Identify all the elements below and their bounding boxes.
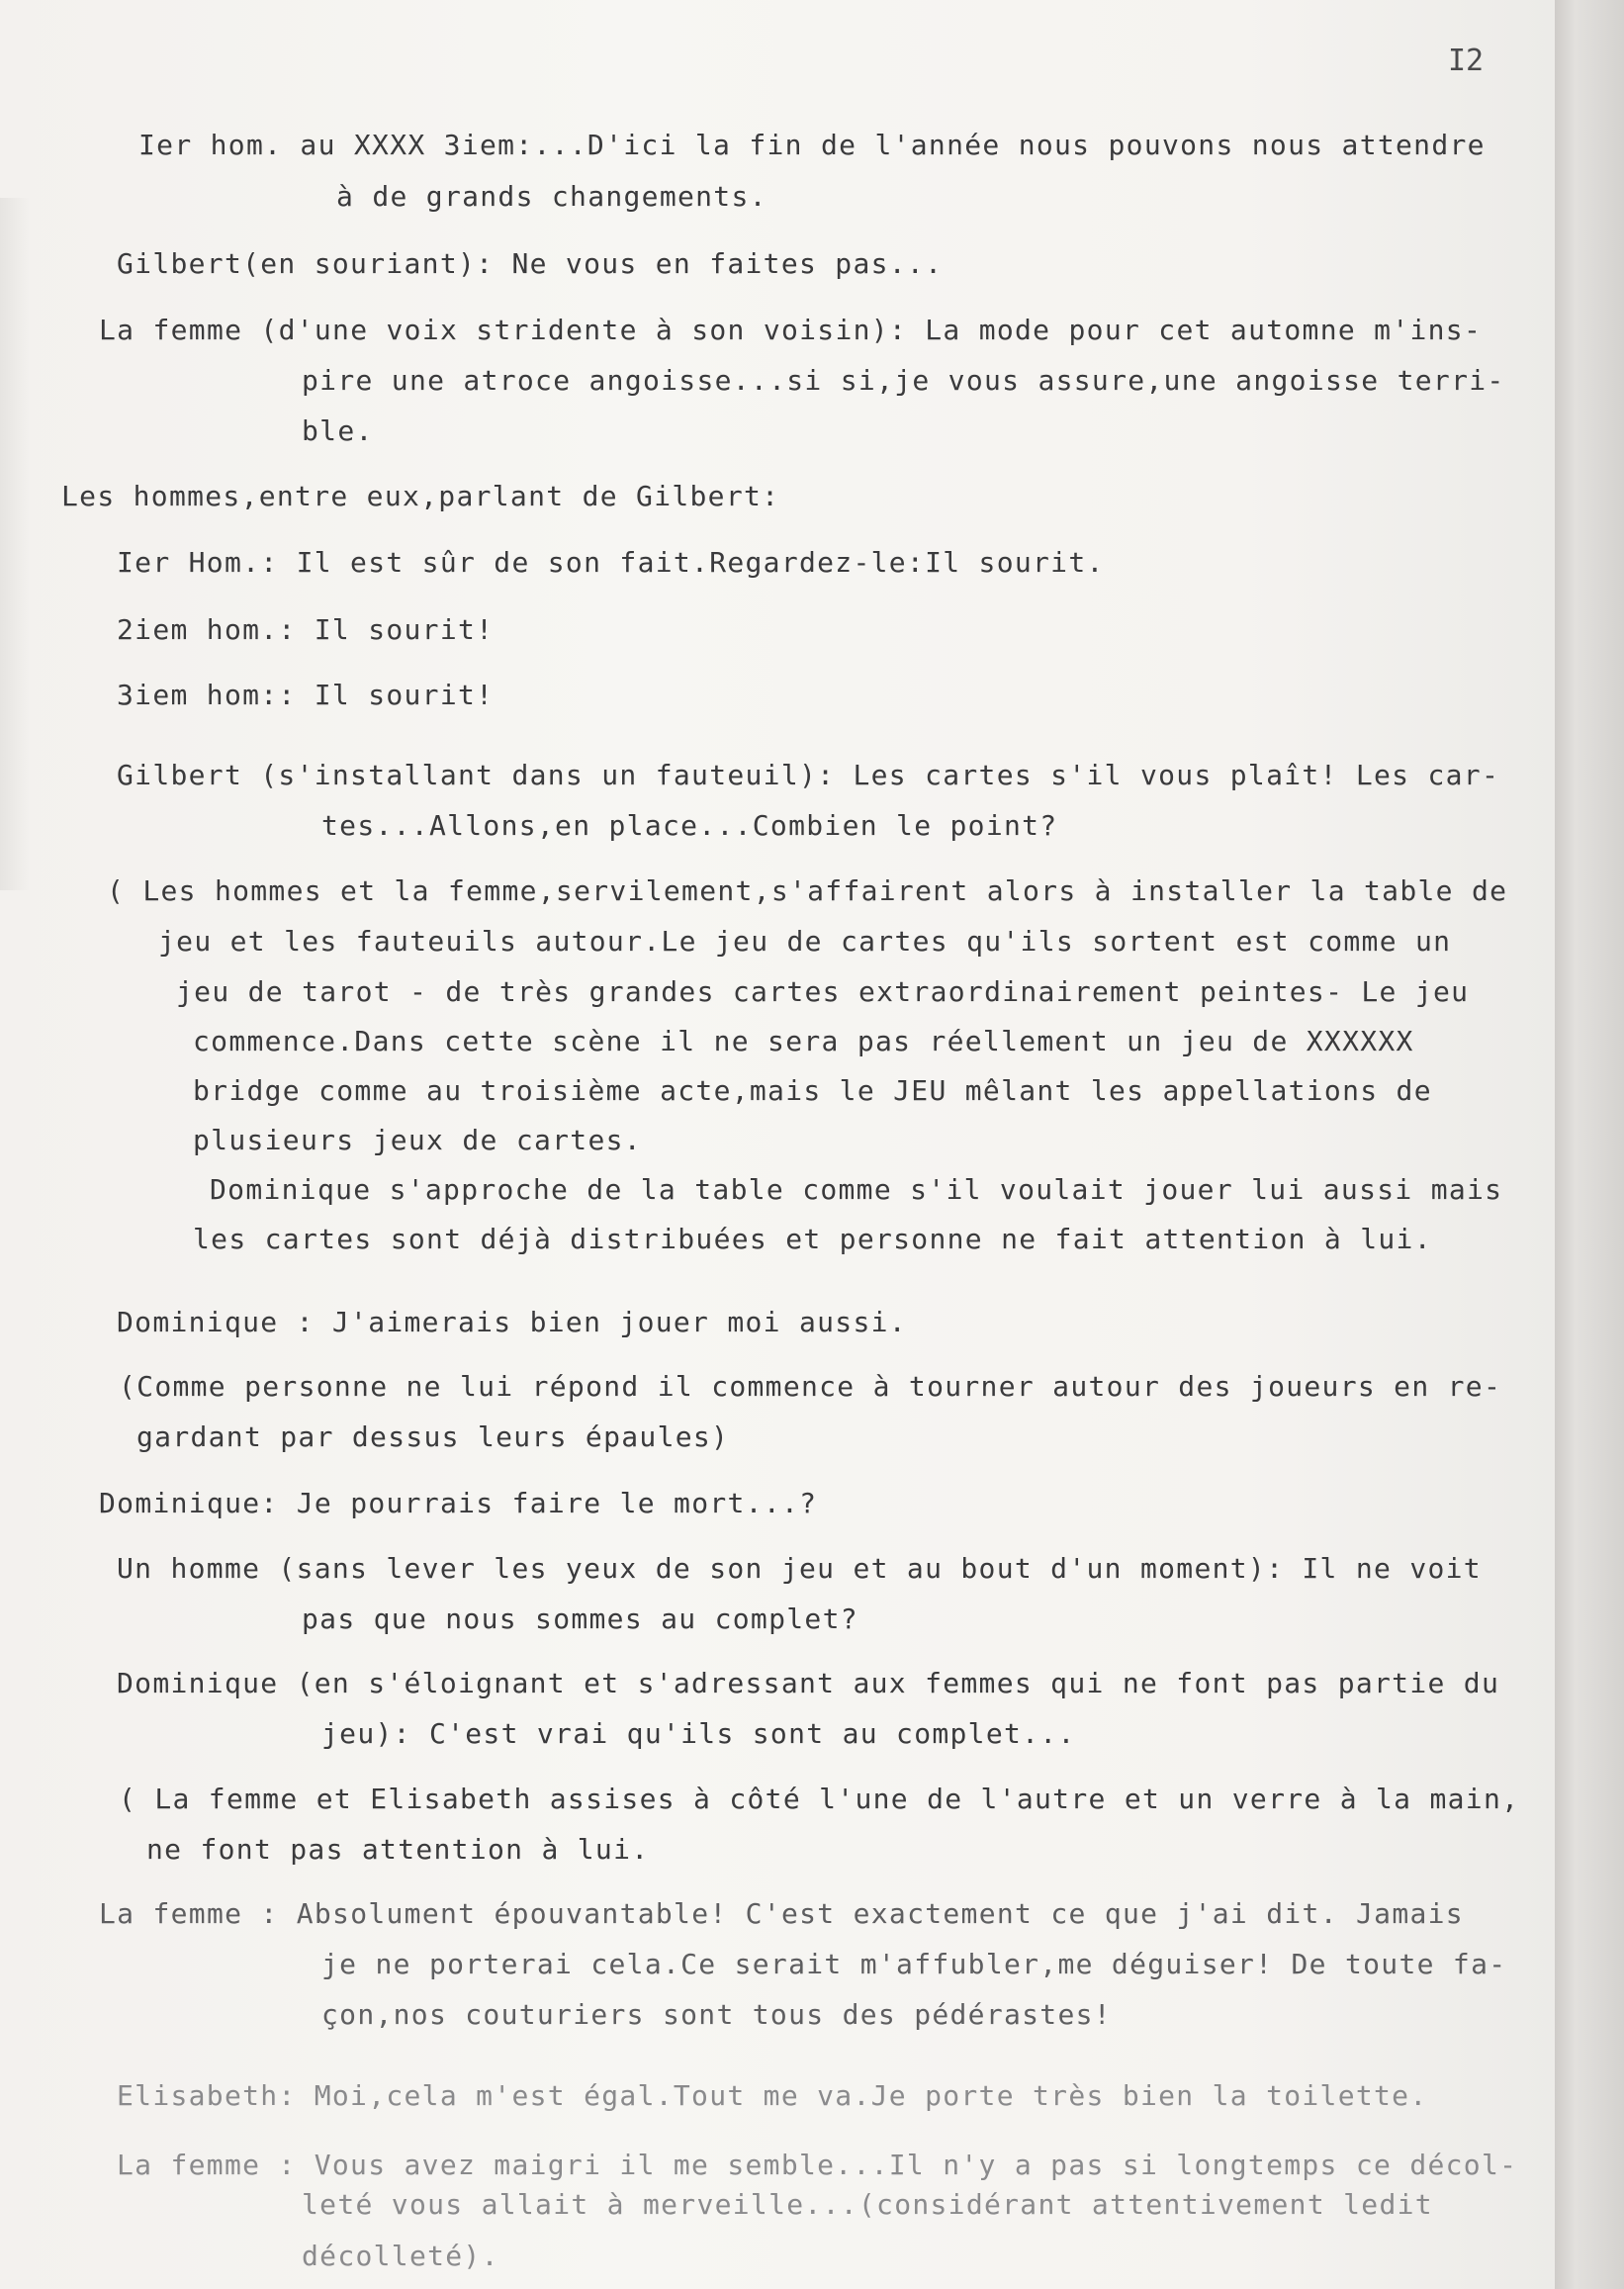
text-line: 2iem hom.: Il sourit!: [117, 613, 495, 646]
text-line: pas que nous sommes au complet?: [302, 1602, 858, 1635]
text-line: bridge comme au troisième acte,mais le JEU mêlant les appellations de: [193, 1074, 1432, 1107]
text-line: décolleté).: [302, 2240, 499, 2272]
text-line: Elisabeth: Moi,cela m'est égal.Tout me va.Je porte très bien la toilette.: [117, 2079, 1428, 2112]
text-line: Gilbert(en souriant): Ne vous en faites pas...: [117, 247, 944, 280]
scan-background-edge: [1555, 0, 1624, 2289]
paper-fold-shadow: [0, 198, 30, 890]
text-line: leté vous allait à merveille...(considérant attentivement ledit: [302, 2188, 1433, 2221]
text-line: jeu et les fauteuils autour.Le jeu de cartes qu'ils sortent est comme un: [158, 925, 1452, 958]
text-line: plusieurs jeux de cartes.: [193, 1124, 642, 1156]
text-line: La femme : Absolument épouvantable! C'est exactement ce que j'ai dit. Jamais: [99, 1897, 1464, 1930]
text-line: commence.Dans cette scène il ne sera pas réellement un jeu de XXXXXX: [193, 1025, 1414, 1057]
page-number: I2: [1448, 44, 1485, 78]
text-line: tes...Allons,en place...Combien le point?: [321, 809, 1058, 842]
text-line: à de grands changements.: [336, 180, 767, 213]
text-line: ( La femme et Elisabeth assises à côté l'une de l'autre et un verre à la main,: [119, 1783, 1520, 1815]
text-line: ( Les hommes et la femme,servilement,s'affairent alors à installer la table de: [107, 874, 1508, 907]
text-line: Dominique s'approche de la table comme s'il voulait jouer lui aussi mais: [210, 1173, 1503, 1206]
text-line: Dominique (en s'éloignant et s'adressant aux femmes qui ne font pas partie du: [117, 1667, 1500, 1699]
text-line: je ne porterai cela.Ce serait m'affubler,me déguiser! De toute fa-: [321, 1948, 1507, 1980]
text-line: çon,nos couturiers sont tous des pédérastes!: [321, 1998, 1112, 2031]
text-line: Ier Hom.: Il est sûr de son fait.Regardez-le:Il sourit.: [117, 546, 1105, 579]
text-line: Gilbert (s'installant dans un fauteuil): Les cartes s'il vous plaît! Les car-: [117, 759, 1500, 791]
text-line: Dominique : J'aimerais bien jouer moi aussi.: [117, 1306, 907, 1338]
text-line: les cartes sont déjà distribuées et personne ne fait attention à lui.: [193, 1223, 1432, 1255]
text-line: ble.: [302, 414, 374, 447]
text-line: jeu de tarot - de très grandes cartes extraordinairement peintes- Le jeu: [176, 975, 1470, 1008]
text-line: La femme (d'une voix stridente à son voisin): La mode pour cet automne m'ins-: [99, 314, 1483, 346]
text-line: Les hommes,entre eux,parlant de Gilbert:: [61, 480, 780, 512]
text-line: ne font pas attention à lui.: [146, 1833, 650, 1866]
text-line: gardant par dessus leurs épaules): [136, 1420, 730, 1453]
text-line: 3iem hom:: Il sourit!: [117, 679, 495, 711]
text-line: Dominique: Je pourrais faire le mort...?: [99, 1487, 818, 1519]
text-line: (Comme personne ne lui répond il commence à tourner autour des joueurs en re-: [119, 1370, 1502, 1403]
text-line: Ier hom. au XXXX 3iem:...D'ici la fin de l'année nous pouvons nous attendre: [138, 129, 1486, 161]
text-line: jeu): C'est vrai qu'ils sont au complet...: [321, 1717, 1076, 1750]
text-line: La femme : Vous avez maigri il me semble...Il n'y a pas si longtemps ce décol-: [117, 2149, 1518, 2181]
text-line: pire une atroce angoisse...si si,je vous assure,une angoisse terri-: [302, 364, 1505, 397]
text-line: Un homme (sans lever les yeux de son jeu et au bout d'un moment): Il ne voit: [117, 1552, 1482, 1585]
